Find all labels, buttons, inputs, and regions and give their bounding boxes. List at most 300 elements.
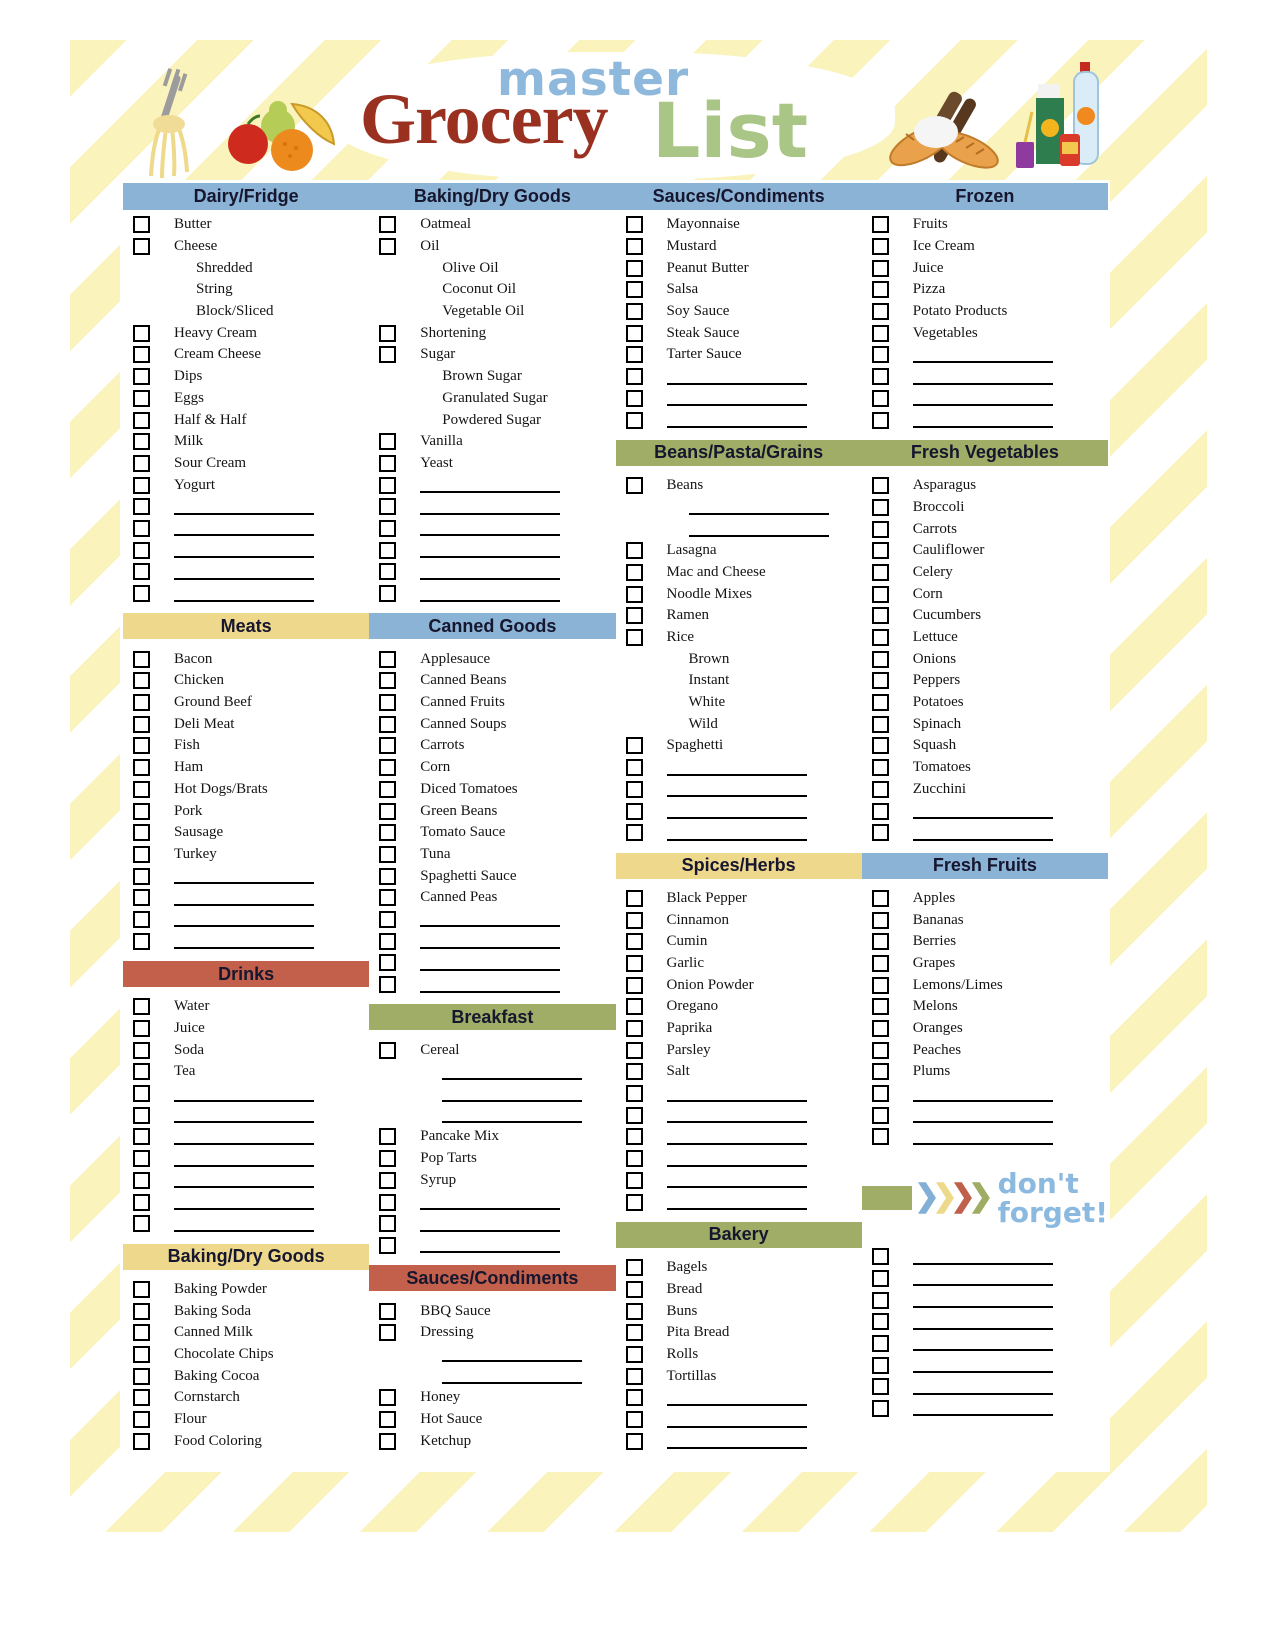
checkbox[interactable] (379, 889, 396, 906)
sub-item-label: Wild (688, 715, 718, 732)
write-in-line[interactable] (420, 933, 560, 949)
checkbox[interactable] (872, 955, 889, 972)
checkbox[interactable] (872, 390, 889, 407)
write-in-line[interactable] (913, 1357, 1053, 1373)
write-in-line[interactable] (420, 1194, 560, 1210)
checkbox[interactable] (872, 1400, 889, 1417)
checkbox[interactable] (133, 781, 150, 798)
write-in-line[interactable] (174, 911, 314, 927)
checkbox[interactable] (133, 1389, 150, 1406)
write-in-line[interactable] (174, 933, 314, 949)
checkbox[interactable] (379, 824, 396, 841)
checkbox[interactable] (872, 586, 889, 603)
checkbox[interactable] (872, 542, 889, 559)
checkbox[interactable] (379, 563, 396, 580)
checkbox[interactable] (379, 672, 396, 689)
write-in-line[interactable] (174, 1086, 314, 1102)
checkbox[interactable] (379, 846, 396, 863)
checkbox[interactable] (133, 1063, 150, 1080)
checkbox[interactable] (133, 498, 150, 515)
checklist-item-row (369, 236, 615, 258)
checkbox[interactable] (872, 890, 889, 907)
checkbox[interactable] (133, 1411, 150, 1428)
checkbox[interactable] (872, 477, 889, 494)
checklist-item-row (369, 1409, 615, 1431)
checkbox[interactable] (872, 1042, 889, 1059)
checkbox[interactable] (379, 1128, 396, 1145)
checkbox[interactable] (379, 737, 396, 754)
item-label: Hot Dogs/Brats (174, 780, 268, 797)
checkbox[interactable] (379, 1237, 396, 1254)
checkbox[interactable] (872, 1248, 889, 1265)
checkbox[interactable] (872, 238, 889, 255)
checkbox[interactable] (872, 1313, 889, 1330)
write-in-line[interactable] (913, 1314, 1053, 1330)
checkbox[interactable] (133, 846, 150, 863)
checkbox[interactable] (133, 1324, 150, 1341)
checkbox[interactable] (626, 1281, 643, 1298)
item-label: Carrots (420, 737, 465, 754)
checkbox[interactable] (379, 477, 396, 494)
checkbox[interactable] (626, 477, 643, 494)
sub-item-row (123, 279, 369, 301)
item-label: Canned Beans (420, 672, 507, 689)
checkbox[interactable] (379, 1042, 396, 1059)
write-in-line[interactable] (174, 520, 314, 536)
checkbox[interactable] (133, 368, 150, 385)
checkbox[interactable] (872, 998, 889, 1015)
checkbox[interactable] (133, 911, 150, 928)
checkbox[interactable] (379, 1389, 396, 1406)
checkbox[interactable] (872, 824, 889, 841)
checkbox[interactable] (133, 390, 150, 407)
checkbox[interactable] (626, 368, 643, 385)
checkbox[interactable] (872, 1063, 889, 1080)
checkbox[interactable] (872, 325, 889, 342)
checkbox[interactable] (872, 368, 889, 385)
checkbox[interactable] (379, 803, 396, 820)
checkbox[interactable] (626, 933, 643, 950)
checklist-item-row (123, 366, 369, 388)
write-in-line[interactable] (913, 1129, 1053, 1145)
checkbox[interactable] (626, 260, 643, 277)
item-label: Lettuce (912, 629, 958, 646)
blank-row (369, 1235, 615, 1257)
checkbox[interactable] (626, 325, 643, 342)
checkbox[interactable] (872, 1378, 889, 1395)
checkbox[interactable] (133, 803, 150, 820)
checkbox[interactable] (379, 238, 396, 255)
item-label: Oregano (666, 998, 719, 1015)
checkbox[interactable] (626, 303, 643, 320)
checkbox[interactable] (626, 781, 643, 798)
write-in-line[interactable] (174, 1172, 314, 1188)
checkbox[interactable] (872, 629, 889, 646)
checkbox[interactable] (133, 1303, 150, 1320)
checkbox[interactable] (626, 390, 643, 407)
write-in-line[interactable] (442, 1346, 582, 1362)
checkbox[interactable] (379, 976, 396, 993)
checkbox[interactable] (379, 716, 396, 733)
checkbox[interactable] (133, 542, 150, 559)
write-in-line[interactable] (913, 1249, 1053, 1265)
write-in-line[interactable] (442, 1368, 582, 1384)
item-label: Oranges (912, 1020, 963, 1037)
write-in-line[interactable] (913, 803, 1053, 819)
checkbox[interactable] (872, 694, 889, 711)
write-in-line[interactable] (689, 521, 829, 537)
write-in-line[interactable] (667, 1129, 807, 1145)
write-in-line[interactable] (442, 1107, 582, 1123)
checkbox[interactable] (626, 564, 643, 581)
checkbox[interactable] (133, 1172, 150, 1189)
write-in-line[interactable] (667, 1412, 807, 1428)
checkbox[interactable] (379, 1194, 396, 1211)
item-label: Apples (912, 889, 956, 906)
write-in-line[interactable] (420, 499, 560, 515)
checkbox[interactable] (626, 607, 643, 624)
checkbox[interactable] (379, 325, 396, 342)
item-label: Ham (174, 759, 204, 776)
write-in-line[interactable] (174, 586, 314, 602)
write-in-line[interactable] (667, 1086, 807, 1102)
checkbox[interactable] (133, 1107, 150, 1124)
checkbox[interactable] (626, 1433, 643, 1450)
write-in-line[interactable] (174, 1129, 314, 1145)
checkbox[interactable] (133, 1368, 150, 1385)
checkbox[interactable] (626, 1324, 643, 1341)
checkbox[interactable] (133, 412, 150, 429)
checkbox[interactable] (626, 216, 643, 233)
checkbox[interactable] (626, 1020, 643, 1037)
checkbox[interactable] (872, 521, 889, 538)
write-in-line[interactable] (174, 1151, 314, 1167)
checkbox[interactable] (626, 737, 643, 754)
checklist-item-row (369, 822, 615, 844)
write-in-line[interactable] (667, 390, 807, 406)
checkbox[interactable] (379, 933, 396, 950)
write-in-line[interactable] (913, 1400, 1053, 1416)
checkbox[interactable] (872, 1292, 889, 1309)
checkbox[interactable] (133, 238, 150, 255)
write-in-line[interactable] (667, 803, 807, 819)
write-in-line[interactable] (913, 369, 1053, 385)
checkbox[interactable] (626, 977, 643, 994)
write-in-line[interactable] (913, 1379, 1053, 1395)
checkbox[interactable] (626, 890, 643, 907)
checkbox[interactable] (626, 1346, 643, 1363)
write-in-line[interactable] (667, 760, 807, 776)
checkbox[interactable] (379, 455, 396, 472)
checkbox[interactable] (626, 1389, 643, 1406)
checkbox[interactable] (133, 520, 150, 537)
sub-item-label: Coconut Oil (442, 281, 516, 298)
checkbox[interactable] (872, 933, 889, 950)
checkbox[interactable] (379, 694, 396, 711)
write-in-line[interactable] (667, 1433, 807, 1449)
checkbox[interactable] (872, 912, 889, 929)
checkbox[interactable] (133, 824, 150, 841)
checkbox[interactable] (133, 325, 150, 342)
write-in-line[interactable] (420, 1216, 560, 1232)
write-in-line[interactable] (667, 1151, 807, 1167)
write-in-line[interactable] (667, 369, 807, 385)
checkbox[interactable] (872, 1107, 889, 1124)
checkbox[interactable] (133, 1346, 150, 1363)
checkbox[interactable] (872, 1020, 889, 1037)
write-in-line[interactable] (667, 1107, 807, 1123)
checkbox[interactable] (872, 977, 889, 994)
write-in-line[interactable] (667, 781, 807, 797)
checkbox[interactable] (872, 607, 889, 624)
dont-forget-line2: forget! (997, 1195, 1108, 1229)
checkbox[interactable] (379, 346, 396, 363)
checkbox[interactable] (379, 542, 396, 559)
checkbox[interactable] (626, 281, 643, 298)
write-in-line[interactable] (420, 977, 560, 993)
checkbox[interactable] (133, 694, 150, 711)
write-in-line[interactable] (913, 347, 1053, 363)
section-header-canned-goods (369, 613, 615, 639)
checkbox[interactable] (379, 781, 396, 798)
checkbox[interactable] (379, 911, 396, 928)
write-in-line[interactable] (689, 499, 829, 515)
checkbox[interactable] (872, 803, 889, 820)
write-in-line[interactable] (420, 911, 560, 927)
write-in-line[interactable] (174, 542, 314, 558)
write-in-line[interactable] (913, 825, 1053, 841)
item-label: Pita Bread (666, 1324, 730, 1341)
checkbox[interactable] (872, 281, 889, 298)
write-in-line[interactable] (420, 520, 560, 536)
checkbox[interactable] (626, 824, 643, 841)
checkbox[interactable] (872, 1335, 889, 1352)
item-label: Salsa (666, 281, 699, 298)
checkbox[interactable] (872, 1270, 889, 1287)
write-in-line[interactable] (667, 1390, 807, 1406)
checkbox[interactable] (379, 498, 396, 515)
checkbox[interactable] (872, 412, 889, 429)
checkbox[interactable] (133, 1085, 150, 1102)
checkbox[interactable] (133, 455, 150, 472)
sub-item-label: Shredded (196, 259, 253, 276)
write-in-line[interactable] (174, 890, 314, 906)
write-in-line[interactable] (420, 477, 560, 493)
checkbox[interactable] (872, 672, 889, 689)
checkbox[interactable] (379, 759, 396, 776)
checkbox[interactable] (626, 1063, 643, 1080)
checklist-item-row (616, 344, 862, 366)
checkbox[interactable] (133, 1194, 150, 1211)
write-in-line[interactable] (174, 1216, 314, 1232)
checkbox[interactable] (379, 216, 396, 233)
checkbox[interactable] (626, 586, 643, 603)
checkbox[interactable] (379, 651, 396, 668)
checkbox[interactable] (626, 998, 643, 1015)
checkbox[interactable] (133, 1433, 150, 1450)
checklist-item-row (369, 865, 615, 887)
checkbox[interactable] (872, 1085, 889, 1102)
write-in-line[interactable] (174, 868, 314, 884)
write-in-line[interactable] (667, 1194, 807, 1210)
checkbox[interactable] (379, 954, 396, 971)
checkbox[interactable] (133, 477, 150, 494)
write-in-line[interactable] (913, 390, 1053, 406)
item-label: Rolls (666, 1345, 699, 1362)
write-in-line[interactable] (174, 1107, 314, 1123)
write-in-line[interactable] (913, 1292, 1053, 1308)
checkbox[interactable] (872, 260, 889, 277)
checkbox[interactable] (379, 868, 396, 885)
write-in-line[interactable] (174, 564, 314, 580)
checkbox[interactable] (133, 1020, 150, 1037)
checklist-item-row (616, 909, 862, 931)
item-label: Hot Sauce (420, 1411, 483, 1428)
blank-row (369, 518, 615, 540)
checkbox[interactable] (872, 759, 889, 776)
checkbox[interactable] (133, 216, 150, 233)
checkbox[interactable] (872, 216, 889, 233)
sub-item-row (369, 301, 615, 323)
checkbox[interactable] (379, 1411, 396, 1428)
checkbox[interactable] (133, 1042, 150, 1059)
checkbox[interactable] (626, 1172, 643, 1189)
write-in-line[interactable] (174, 1194, 314, 1210)
checklist-item-row (369, 431, 615, 453)
checkbox[interactable] (626, 629, 643, 646)
checkbox[interactable] (379, 1150, 396, 1167)
checklist-item-row (862, 475, 1108, 497)
checkbox[interactable] (133, 1281, 150, 1298)
checkbox[interactable] (626, 803, 643, 820)
checkbox[interactable] (872, 346, 889, 363)
checkbox[interactable] (133, 998, 150, 1015)
checkbox[interactable] (133, 759, 150, 776)
checkbox[interactable] (626, 759, 643, 776)
checkbox[interactable] (626, 1303, 643, 1320)
checkbox[interactable] (626, 1368, 643, 1385)
checkbox[interactable] (379, 1303, 396, 1320)
checkbox[interactable] (379, 1433, 396, 1450)
item-label: Tea (174, 1063, 196, 1080)
checkbox[interactable] (626, 1085, 643, 1102)
checklist-item-row (369, 1148, 615, 1170)
checkbox[interactable] (379, 1324, 396, 1341)
write-in-line[interactable] (667, 412, 807, 428)
checkbox[interactable] (133, 1150, 150, 1167)
item-label: Baking Powder (174, 1280, 267, 1297)
item-label: Zucchini (912, 780, 967, 797)
checkbox[interactable] (872, 1357, 889, 1374)
checkbox[interactable] (626, 1259, 643, 1276)
checkbox[interactable] (626, 1128, 643, 1145)
checkbox[interactable] (872, 564, 889, 581)
write-in-line[interactable] (913, 1335, 1053, 1351)
checkbox[interactable] (872, 1128, 889, 1145)
checkbox[interactable] (626, 955, 643, 972)
checkbox[interactable] (872, 781, 889, 798)
checkbox[interactable] (626, 412, 643, 429)
checklist-item-row (123, 800, 369, 822)
checkbox[interactable] (133, 651, 150, 668)
checklist-item-row (123, 713, 369, 735)
blank-row (862, 1289, 1108, 1311)
write-in-line[interactable] (174, 499, 314, 515)
checkbox[interactable] (872, 737, 889, 754)
write-in-line[interactable] (913, 1270, 1053, 1286)
checklist-item-row (862, 1018, 1108, 1040)
checkbox[interactable] (872, 499, 889, 516)
sub-item-row (616, 670, 862, 692)
write-in-line[interactable] (420, 586, 560, 602)
item-label: Honey (420, 1389, 461, 1406)
section-header-meats (123, 613, 369, 639)
checkbox[interactable] (379, 520, 396, 537)
checkbox[interactable] (133, 1128, 150, 1145)
checkbox[interactable] (133, 737, 150, 754)
checkbox[interactable] (872, 651, 889, 668)
checklist-item-row (616, 974, 862, 996)
checkbox[interactable] (626, 912, 643, 929)
checklist-item-row (123, 670, 369, 692)
checkbox[interactable] (626, 1194, 643, 1211)
checkbox[interactable] (379, 433, 396, 450)
write-in-line[interactable] (913, 412, 1053, 428)
checkbox[interactable] (626, 1411, 643, 1428)
checkbox[interactable] (626, 542, 643, 559)
item-label: Shortening (420, 324, 487, 341)
checkbox[interactable] (379, 585, 396, 602)
blank-row (369, 974, 615, 996)
checkbox[interactable] (133, 563, 150, 580)
checklist-item-row (123, 648, 369, 670)
checkbox[interactable] (872, 716, 889, 733)
item-label: Mac and Cheese (666, 563, 766, 580)
write-in-line[interactable] (913, 1086, 1053, 1102)
checkbox[interactable] (626, 346, 643, 363)
checkbox[interactable] (133, 889, 150, 906)
write-in-line[interactable] (667, 825, 807, 841)
checkbox[interactable] (133, 933, 150, 950)
checkbox[interactable] (133, 585, 150, 602)
checkbox[interactable] (626, 238, 643, 255)
write-in-line[interactable] (420, 1237, 560, 1253)
checkbox[interactable] (626, 1042, 643, 1059)
checkbox[interactable] (872, 303, 889, 320)
write-in-line[interactable] (442, 1064, 582, 1080)
checkbox[interactable] (133, 1215, 150, 1232)
checklist-item-row (123, 1018, 369, 1040)
write-in-line[interactable] (420, 542, 560, 558)
title-word-master: master (497, 52, 690, 107)
write-in-line[interactable] (913, 1107, 1053, 1123)
blank-row (123, 930, 369, 952)
checkbox[interactable] (626, 1107, 643, 1124)
write-in-line[interactable] (420, 955, 560, 971)
write-in-line[interactable] (442, 1086, 582, 1102)
checkbox[interactable] (379, 1215, 396, 1232)
write-in-line[interactable] (667, 1172, 807, 1188)
checkbox[interactable] (133, 346, 150, 363)
checkbox[interactable] (133, 672, 150, 689)
checkbox[interactable] (626, 1150, 643, 1167)
checkbox[interactable] (133, 868, 150, 885)
checkbox[interactable] (379, 1172, 396, 1189)
top-bar-label-dairy-fridge: Dairy/Fridge (193, 186, 299, 206)
checkbox[interactable] (133, 716, 150, 733)
checkbox[interactable] (133, 433, 150, 450)
write-in-line[interactable] (420, 564, 560, 580)
